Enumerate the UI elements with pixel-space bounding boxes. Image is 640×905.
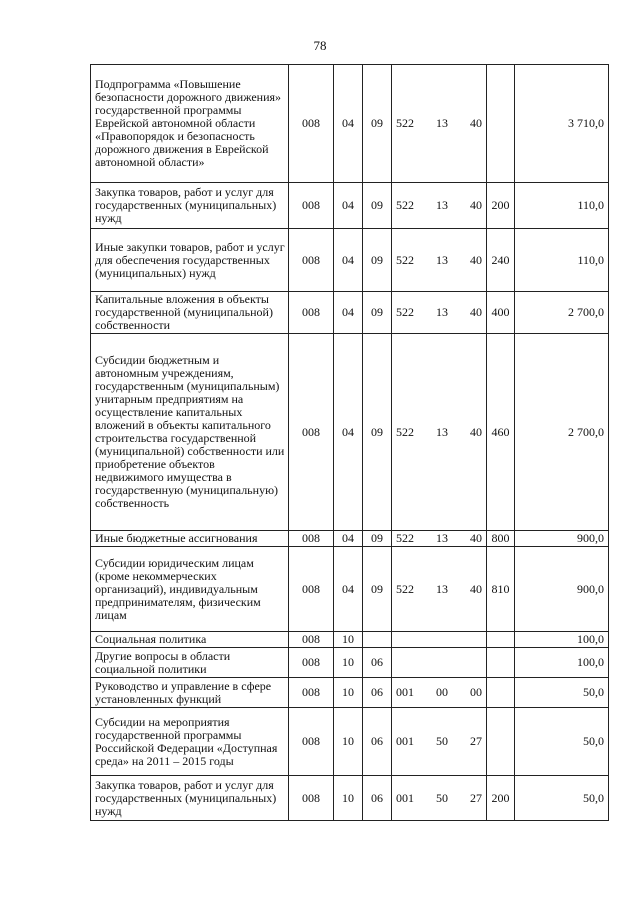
expense-type-cell xyxy=(487,632,515,648)
target-article-part-3: 40 xyxy=(470,116,482,130)
row-name-cell: Иные бюджетные ассигнования xyxy=(91,531,289,547)
grbs-code-cell: 008 xyxy=(289,183,334,229)
budget-table xyxy=(90,64,609,821)
expense-type-cell: 240 xyxy=(487,229,515,292)
row-name-cell: Субсидии бюджетным и автономным учреждениям, государственным (муниципальным) унитарным предприятиям на осуществление капитальных вложений в объекты капитального строительства государственной (муниципальной) собственности или приобретение объектов недвижимого имущества в государственную (муниципальную) собственность xyxy=(91,334,289,531)
target-article-part-1: 522 xyxy=(396,305,414,319)
target-article-part-2: 13 xyxy=(436,531,448,545)
section-code-cell: 04 xyxy=(334,292,363,334)
grbs-code-cell: 008 xyxy=(289,65,334,183)
table-row xyxy=(91,531,609,547)
row-name-cell: Капитальные вложения в объекты государственной (муниципальной) собственности xyxy=(91,292,289,334)
target-article-part-2: 50 xyxy=(436,734,448,748)
target-article-part-3: 27 xyxy=(470,734,482,748)
target-article-part-3: 00 xyxy=(470,685,482,699)
target-article-part-2: 13 xyxy=(436,424,448,439)
target-article-part-1: 522 xyxy=(396,531,414,545)
row-name-cell: Субсидии юридическим лицам (кроме некоммерческих организаций), индивидуальным предпринимателям, физическим лицам xyxy=(91,547,289,632)
row-name-cell: Подпрограмма «Повышение безопасности дорожного движения» государственной программы Еврейской автономной области «Правопорядок и безопасность дорожного движения в Еврейской автономной области» xyxy=(91,65,289,183)
table-row xyxy=(91,648,609,678)
table-row xyxy=(91,183,609,229)
table-row xyxy=(91,708,609,776)
target-article-part-2: 13 xyxy=(436,305,448,319)
table-row xyxy=(91,678,609,708)
row-name-cell: Социальная политика xyxy=(91,632,289,648)
section-code-cell: 10 xyxy=(334,776,363,821)
amount-cell: 2 700,0 xyxy=(515,334,609,531)
grbs-code-cell: 008 xyxy=(289,632,334,648)
target-article-part-3: 40 xyxy=(470,305,482,319)
grbs-code-cell: 008 xyxy=(289,678,334,708)
target-article-cell xyxy=(392,708,487,776)
target-article-cell xyxy=(392,292,487,334)
section-code-cell: 04 xyxy=(334,65,363,183)
target-article-cell xyxy=(392,547,487,632)
table-row xyxy=(91,292,609,334)
expense-type-cell xyxy=(487,65,515,183)
grbs-code-cell: 008 xyxy=(289,292,334,334)
section-code-cell: 10 xyxy=(334,708,363,776)
target-article-cell xyxy=(392,229,487,292)
grbs-code-cell: 008 xyxy=(289,531,334,547)
target-article-part-1: 001 xyxy=(396,685,414,699)
grbs-code-cell: 008 xyxy=(289,334,334,531)
table-row xyxy=(91,334,609,531)
amount-cell: 50,0 xyxy=(515,708,609,776)
subsection-code-cell: 06 xyxy=(363,708,392,776)
row-name-cell: Другие вопросы в области социальной политики xyxy=(91,648,289,678)
amount-cell: 3 710,0 xyxy=(515,65,609,183)
grbs-code-cell: 008 xyxy=(289,547,334,632)
amount-cell: 110,0 xyxy=(515,183,609,229)
target-article-cell xyxy=(392,678,487,708)
amount-cell: 900,0 xyxy=(515,547,609,632)
target-article-part-2: 13 xyxy=(436,581,448,596)
row-name-cell: Закупка товаров, работ и услуг для государственных (муниципальных) нужд xyxy=(91,183,289,229)
expense-type-cell xyxy=(487,678,515,708)
target-article-part-3: 40 xyxy=(470,198,482,212)
grbs-code-cell: 008 xyxy=(289,648,334,678)
target-article-part-2: 13 xyxy=(436,198,448,212)
target-article-part-3: 40 xyxy=(470,252,482,267)
row-name-cell: Иные закупки товаров, работ и услуг для обеспечения государственных (муниципальных) нужд xyxy=(91,229,289,292)
subsection-code-cell: 09 xyxy=(363,334,392,531)
target-article-cell xyxy=(392,334,487,531)
amount-cell: 50,0 xyxy=(515,678,609,708)
amount-cell: 50,0 xyxy=(515,776,609,821)
subsection-code-cell: 09 xyxy=(363,292,392,334)
subsection-code-cell: 09 xyxy=(363,183,392,229)
row-name-cell: Субсидии на мероприятия государственной программы Российской Федерации «Доступная среда» на 2011 – 2015 годы xyxy=(91,708,289,776)
table-row xyxy=(91,776,609,821)
target-article-part-2: 13 xyxy=(436,116,448,130)
subsection-code-cell xyxy=(363,632,392,648)
section-code-cell: 10 xyxy=(334,678,363,708)
section-code-cell: 04 xyxy=(334,183,363,229)
target-article-part-2: 00 xyxy=(436,685,448,699)
target-article-cell xyxy=(392,776,487,821)
target-article-part-1: 522 xyxy=(396,252,414,267)
section-code-cell: 04 xyxy=(334,334,363,531)
expense-type-cell xyxy=(487,708,515,776)
table-row xyxy=(91,65,609,183)
target-article-part-3: 40 xyxy=(470,581,482,596)
expense-type-cell: 800 xyxy=(487,531,515,547)
grbs-code-cell: 008 xyxy=(289,776,334,821)
grbs-code-cell: 008 xyxy=(289,708,334,776)
page-number: 78 xyxy=(313,38,327,53)
target-article-cell xyxy=(392,648,487,678)
table-row xyxy=(91,547,609,632)
target-article-part-3: 40 xyxy=(470,531,482,545)
target-article-part-1: 522 xyxy=(396,198,414,212)
subsection-code-cell: 06 xyxy=(363,678,392,708)
expense-type-cell: 200 xyxy=(487,183,515,229)
amount-cell: 110,0 xyxy=(515,229,609,292)
target-article-part-1: 522 xyxy=(396,424,414,439)
subsection-code-cell: 06 xyxy=(363,776,392,821)
section-code-cell: 04 xyxy=(334,531,363,547)
expense-type-cell: 400 xyxy=(487,292,515,334)
amount-cell: 100,0 xyxy=(515,648,609,678)
subsection-code-cell: 09 xyxy=(363,531,392,547)
expense-type-cell xyxy=(487,648,515,678)
row-name-cell: Закупка товаров, работ и услуг для государственных (муниципальных) нужд xyxy=(91,776,289,821)
section-code-cell: 10 xyxy=(334,632,363,648)
target-article-cell xyxy=(392,183,487,229)
table-row xyxy=(91,229,609,292)
row-name-cell: Руководство и управление в сфере установленных функций xyxy=(91,678,289,708)
target-article-cell xyxy=(392,632,487,648)
target-article-cell xyxy=(392,531,487,547)
subsection-code-cell: 09 xyxy=(363,65,392,183)
section-code-cell: 04 xyxy=(334,547,363,632)
target-article-cell xyxy=(392,65,487,183)
target-article-part-2: 50 xyxy=(436,790,448,805)
amount-cell: 900,0 xyxy=(515,531,609,547)
target-article-part-1: 001 xyxy=(396,734,414,748)
target-article-part-1: 522 xyxy=(396,581,414,596)
amount-cell: 100,0 xyxy=(515,632,609,648)
amount-cell: 2 700,0 xyxy=(515,292,609,334)
subsection-code-cell: 06 xyxy=(363,648,392,678)
target-article-part-1: 001 xyxy=(396,790,414,805)
expense-type-cell: 810 xyxy=(487,547,515,632)
target-article-part-3: 27 xyxy=(470,790,482,805)
subsection-code-cell: 09 xyxy=(363,547,392,632)
target-article-part-3: 40 xyxy=(470,424,482,439)
section-code-cell: 10 xyxy=(334,648,363,678)
expense-type-cell: 460 xyxy=(487,334,515,531)
subsection-code-cell: 09 xyxy=(363,229,392,292)
expense-type-cell: 200 xyxy=(487,776,515,821)
section-code-cell: 04 xyxy=(334,229,363,292)
table-row xyxy=(91,632,609,648)
grbs-code-cell: 008 xyxy=(289,229,334,292)
target-article-part-2: 13 xyxy=(436,252,448,267)
target-article-part-1: 522 xyxy=(396,116,414,130)
